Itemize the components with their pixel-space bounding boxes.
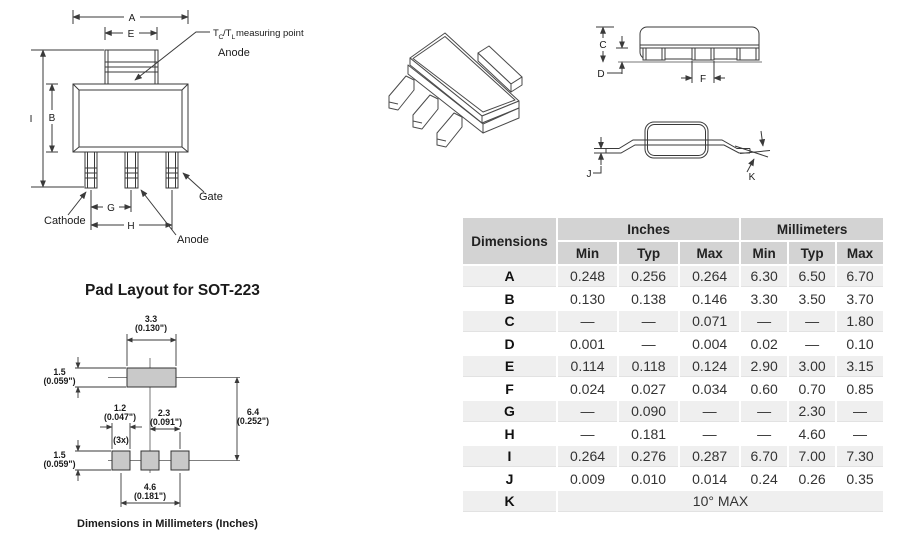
table-row — [463, 401, 883, 422]
dim-g-label: G — [107, 203, 115, 214]
value-cell: 0.090 — [619, 401, 678, 422]
pad-width-mm: 1.2 — [113, 403, 127, 413]
dim-label-cell: A — [463, 266, 556, 287]
side-view-drawings — [585, 15, 900, 210]
value-cell: 3.00 — [789, 356, 835, 377]
value-cell: 0.85 — [837, 379, 883, 399]
bottom-pad-1 — [112, 451, 130, 470]
dim-label-cell: J — [463, 469, 556, 489]
value-cell: 0.124 — [680, 356, 739, 377]
dimensions-table — [461, 216, 885, 514]
table-row — [463, 424, 883, 444]
inches-group-header: Inches — [558, 218, 739, 240]
bottom-pad-2 — [141, 451, 159, 470]
cathode-label: Cathode — [44, 215, 86, 227]
value-cell: 3.30 — [741, 289, 787, 309]
value-cell: 0.35 — [837, 469, 883, 489]
dim-label-cell: B — [463, 289, 556, 309]
dim-a-label: A — [128, 13, 136, 24]
pitch-in: (0.091") — [149, 417, 183, 427]
value-cell: 0.034 — [680, 379, 739, 399]
mm-typ-header: Typ — [789, 242, 835, 264]
top-height-in: (0.059") — [43, 376, 76, 386]
value-cell: 0.024 — [558, 379, 617, 399]
value-cell: 0.004 — [680, 334, 739, 354]
value-cell: 0.181 — [619, 424, 678, 444]
value-cell: 0.130 — [558, 289, 617, 309]
value-cell: — — [680, 424, 739, 444]
value-cell: 0.001 — [558, 334, 617, 354]
value-cell: 0.264 — [558, 446, 617, 467]
top-height-mm: 1.5 — [53, 367, 66, 377]
dim-label-cell: E — [463, 356, 556, 377]
dim-label-cell: I — [463, 446, 556, 467]
value-cell: 0.009 — [558, 469, 617, 489]
vertical-mm: 6.4 — [246, 407, 260, 417]
inches-min-header: Min — [558, 242, 617, 264]
value-cell: 1.80 — [837, 311, 883, 332]
dim-d-label: D — [597, 69, 605, 80]
value-cell: 6.50 — [789, 266, 835, 287]
value-cell: — — [558, 311, 617, 332]
pad-count: (3x) — [113, 435, 129, 445]
pad-layout-caption: Dimensions in Millimeters (Inches) — [77, 518, 258, 530]
pad-layout-drawing — [30, 300, 330, 543]
dim-label-cell: C — [463, 311, 556, 332]
dim-label-cell: D — [463, 334, 556, 354]
value-cell: 0.114 — [558, 356, 617, 377]
value-cell: — — [789, 334, 835, 354]
inches-typ-header: Typ — [619, 242, 678, 264]
inches-max-header: Max — [680, 242, 739, 264]
measuring-point-sub-l: L — [231, 33, 236, 41]
dimension-labels — [30, 10, 140, 232]
value-cell: 0.60 — [741, 379, 787, 399]
measuring-point-t2: /T — [223, 28, 232, 39]
value-cell: 0.264 — [680, 266, 739, 287]
value-cell: 3.50 — [789, 289, 835, 309]
dim-k-label: K — [748, 172, 756, 183]
spanned-value-cell: 10° MAX — [558, 491, 883, 512]
bottom-height-mm: 1.5 — [53, 450, 66, 460]
value-cell: — — [789, 311, 835, 332]
table-row — [463, 311, 883, 332]
dim-h-label: H — [127, 221, 135, 232]
table-row — [463, 446, 883, 467]
dim-b-label: B — [48, 113, 56, 124]
value-cell: 4.60 — [789, 424, 835, 444]
table-row — [463, 334, 883, 354]
value-cell: — — [837, 401, 883, 422]
value-cell: 0.118 — [619, 356, 678, 377]
value-cell: 0.10 — [837, 334, 883, 354]
vertical-in: (0.252") — [236, 416, 270, 426]
value-cell: 0.014 — [680, 469, 739, 489]
dim-c-label: C — [599, 40, 607, 51]
value-cell: 0.287 — [680, 446, 739, 467]
value-cell: 0.26 — [789, 469, 835, 489]
value-cell: — — [619, 311, 678, 332]
pad-width-in: (0.047") — [103, 412, 137, 422]
dim-label-cell: H — [463, 424, 556, 444]
value-cell: — — [741, 311, 787, 332]
mm-min-header: Min — [741, 242, 787, 264]
mm-max-header: Max — [837, 242, 883, 264]
table-row — [463, 356, 883, 377]
measuring-point-sub-c: C — [218, 33, 224, 41]
value-cell: 0.256 — [619, 266, 678, 287]
value-cell: — — [680, 401, 739, 422]
value-cell: 3.70 — [837, 289, 883, 309]
dim-label-cell: F — [463, 379, 556, 399]
value-cell: 3.15 — [837, 356, 883, 377]
value-cell: 0.010 — [619, 469, 678, 489]
value-cell: 0.071 — [680, 311, 739, 332]
dim-f-label: F — [699, 74, 707, 85]
measuring-point-text: measuring point — [236, 28, 304, 39]
value-cell: 6.30 — [741, 266, 787, 287]
dim-e-label: E — [127, 29, 135, 40]
anode-bottom-label: Anode — [177, 234, 209, 246]
table-row — [463, 289, 883, 309]
top-width-in: (0.130") — [134, 323, 168, 333]
table-row — [463, 491, 883, 512]
value-cell: 2.30 — [789, 401, 835, 422]
value-cell: — — [558, 424, 617, 444]
value-cell: — — [837, 424, 883, 444]
value-cell: 0.276 — [619, 446, 678, 467]
value-cell: — — [619, 334, 678, 354]
pad-dimension-labels — [43, 314, 269, 501]
front-elevation — [596, 27, 762, 83]
package-outline — [73, 50, 188, 188]
value-cell: — — [741, 424, 787, 444]
measuring-point-t1: T — [213, 28, 219, 39]
table-row — [463, 379, 883, 399]
side-profile — [593, 122, 770, 173]
dimensions-table-body — [463, 266, 883, 512]
isometric-view-drawing — [370, 15, 585, 165]
span-mm: 4.6 — [143, 482, 157, 492]
bottom-pad-3 — [171, 451, 189, 470]
value-cell: 7.30 — [837, 446, 883, 467]
pitch-mm: 2.3 — [157, 408, 171, 418]
dim-label-cell: G — [463, 401, 556, 422]
pad-layout-title: Pad Layout for SOT-223 — [85, 282, 260, 299]
value-cell: 0.146 — [680, 289, 739, 309]
top-width-mm: 3.3 — [144, 314, 158, 324]
bottom-height-in: (0.059") — [43, 459, 76, 469]
value-cell: — — [741, 401, 787, 422]
span-in: (0.181") — [133, 491, 167, 501]
value-cell: 0.70 — [789, 379, 835, 399]
millimeters-group-header: Millimeters — [741, 218, 883, 240]
value-cell: 0.138 — [619, 289, 678, 309]
dim-i-label: I — [29, 114, 33, 125]
value-cell: — — [558, 401, 617, 422]
top-pad — [127, 368, 176, 387]
gate-label: Gate — [199, 191, 223, 203]
terminal-labels — [44, 28, 304, 246]
value-cell: 2.90 — [741, 356, 787, 377]
value-cell: 0.248 — [558, 266, 617, 287]
dim-label-cell: K — [463, 491, 556, 512]
value-cell: 6.70 — [741, 446, 787, 467]
value-cell: 0.02 — [741, 334, 787, 354]
group-header-row — [463, 218, 883, 240]
dimensions-column-header: Dimensions — [463, 218, 556, 264]
value-cell: 6.70 — [837, 266, 883, 287]
front-view-drawing — [0, 0, 345, 265]
dim-j-label: J — [586, 169, 592, 180]
value-cell: 7.00 — [789, 446, 835, 467]
value-cell: 0.027 — [619, 379, 678, 399]
iso-package — [389, 33, 522, 147]
value-cell: 0.24 — [741, 469, 787, 489]
anode-top-label: Anode — [218, 47, 250, 59]
table-row — [463, 266, 883, 287]
table-row — [463, 469, 883, 489]
